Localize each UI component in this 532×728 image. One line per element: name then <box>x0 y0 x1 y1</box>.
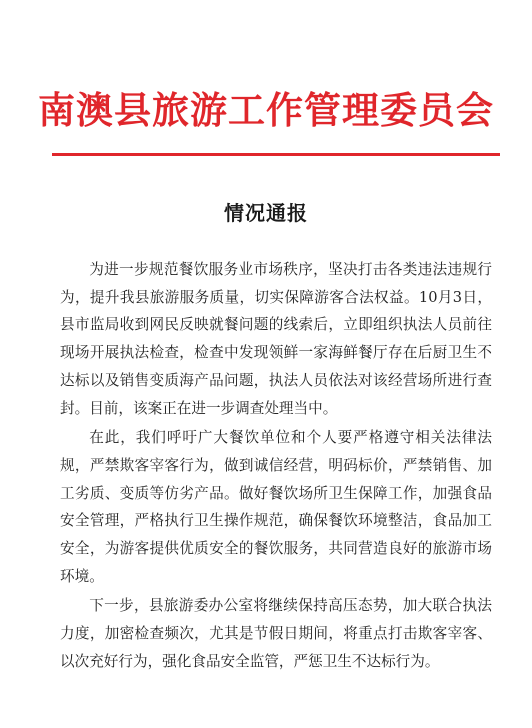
document-title: 情况通报 <box>224 201 308 225</box>
header-divider <box>52 153 500 156</box>
paragraph-2: 在此，我们呼吁广大餐饮单位和个人要严格遵守相关法律法规，严禁欺客宰客行为，做到诚信经营，明码标价，严禁销售、加工劣质、变质等仿劣产品。做好餐饮场所卫生保障工作，加强食品安全管理，严格执行卫生操作规范，确保餐饮环境整洁，食品加工安全，为游客提供优质安全的餐饮服务，共同营造良好的旅游市场环境。 <box>60 429 492 585</box>
document-body <box>60 256 492 676</box>
paragraph-1: 为进一步规范餐饮服务业市场秩序，坚决打击各类违法违规行为，提升我县旅游服务质量，切实保障游客合法权益。10月3日，县市监局收到网民反映就餐问题的线索后，立即组织执法人员前往现场开展执法检查，检查中发现领鲜一家海鲜餐厅存在后厨卫生不达标以及销售变质海产品问题，执法人员依法对该经营场所进行查封。目前，该案正在进一步调查处理当中。 <box>60 261 492 417</box>
paragraph-3: 下一步，县旅游委办公室将继续保持高压态势，加大联合执法力度，加密检查频次，尤其是节假日期间，将重点打击欺客宰客、以次充好行为，强化食品安全监管，严惩卫生不达标行为。 <box>60 597 492 670</box>
organization-header: 南澳县旅游工作管理委员会 <box>38 88 494 132</box>
